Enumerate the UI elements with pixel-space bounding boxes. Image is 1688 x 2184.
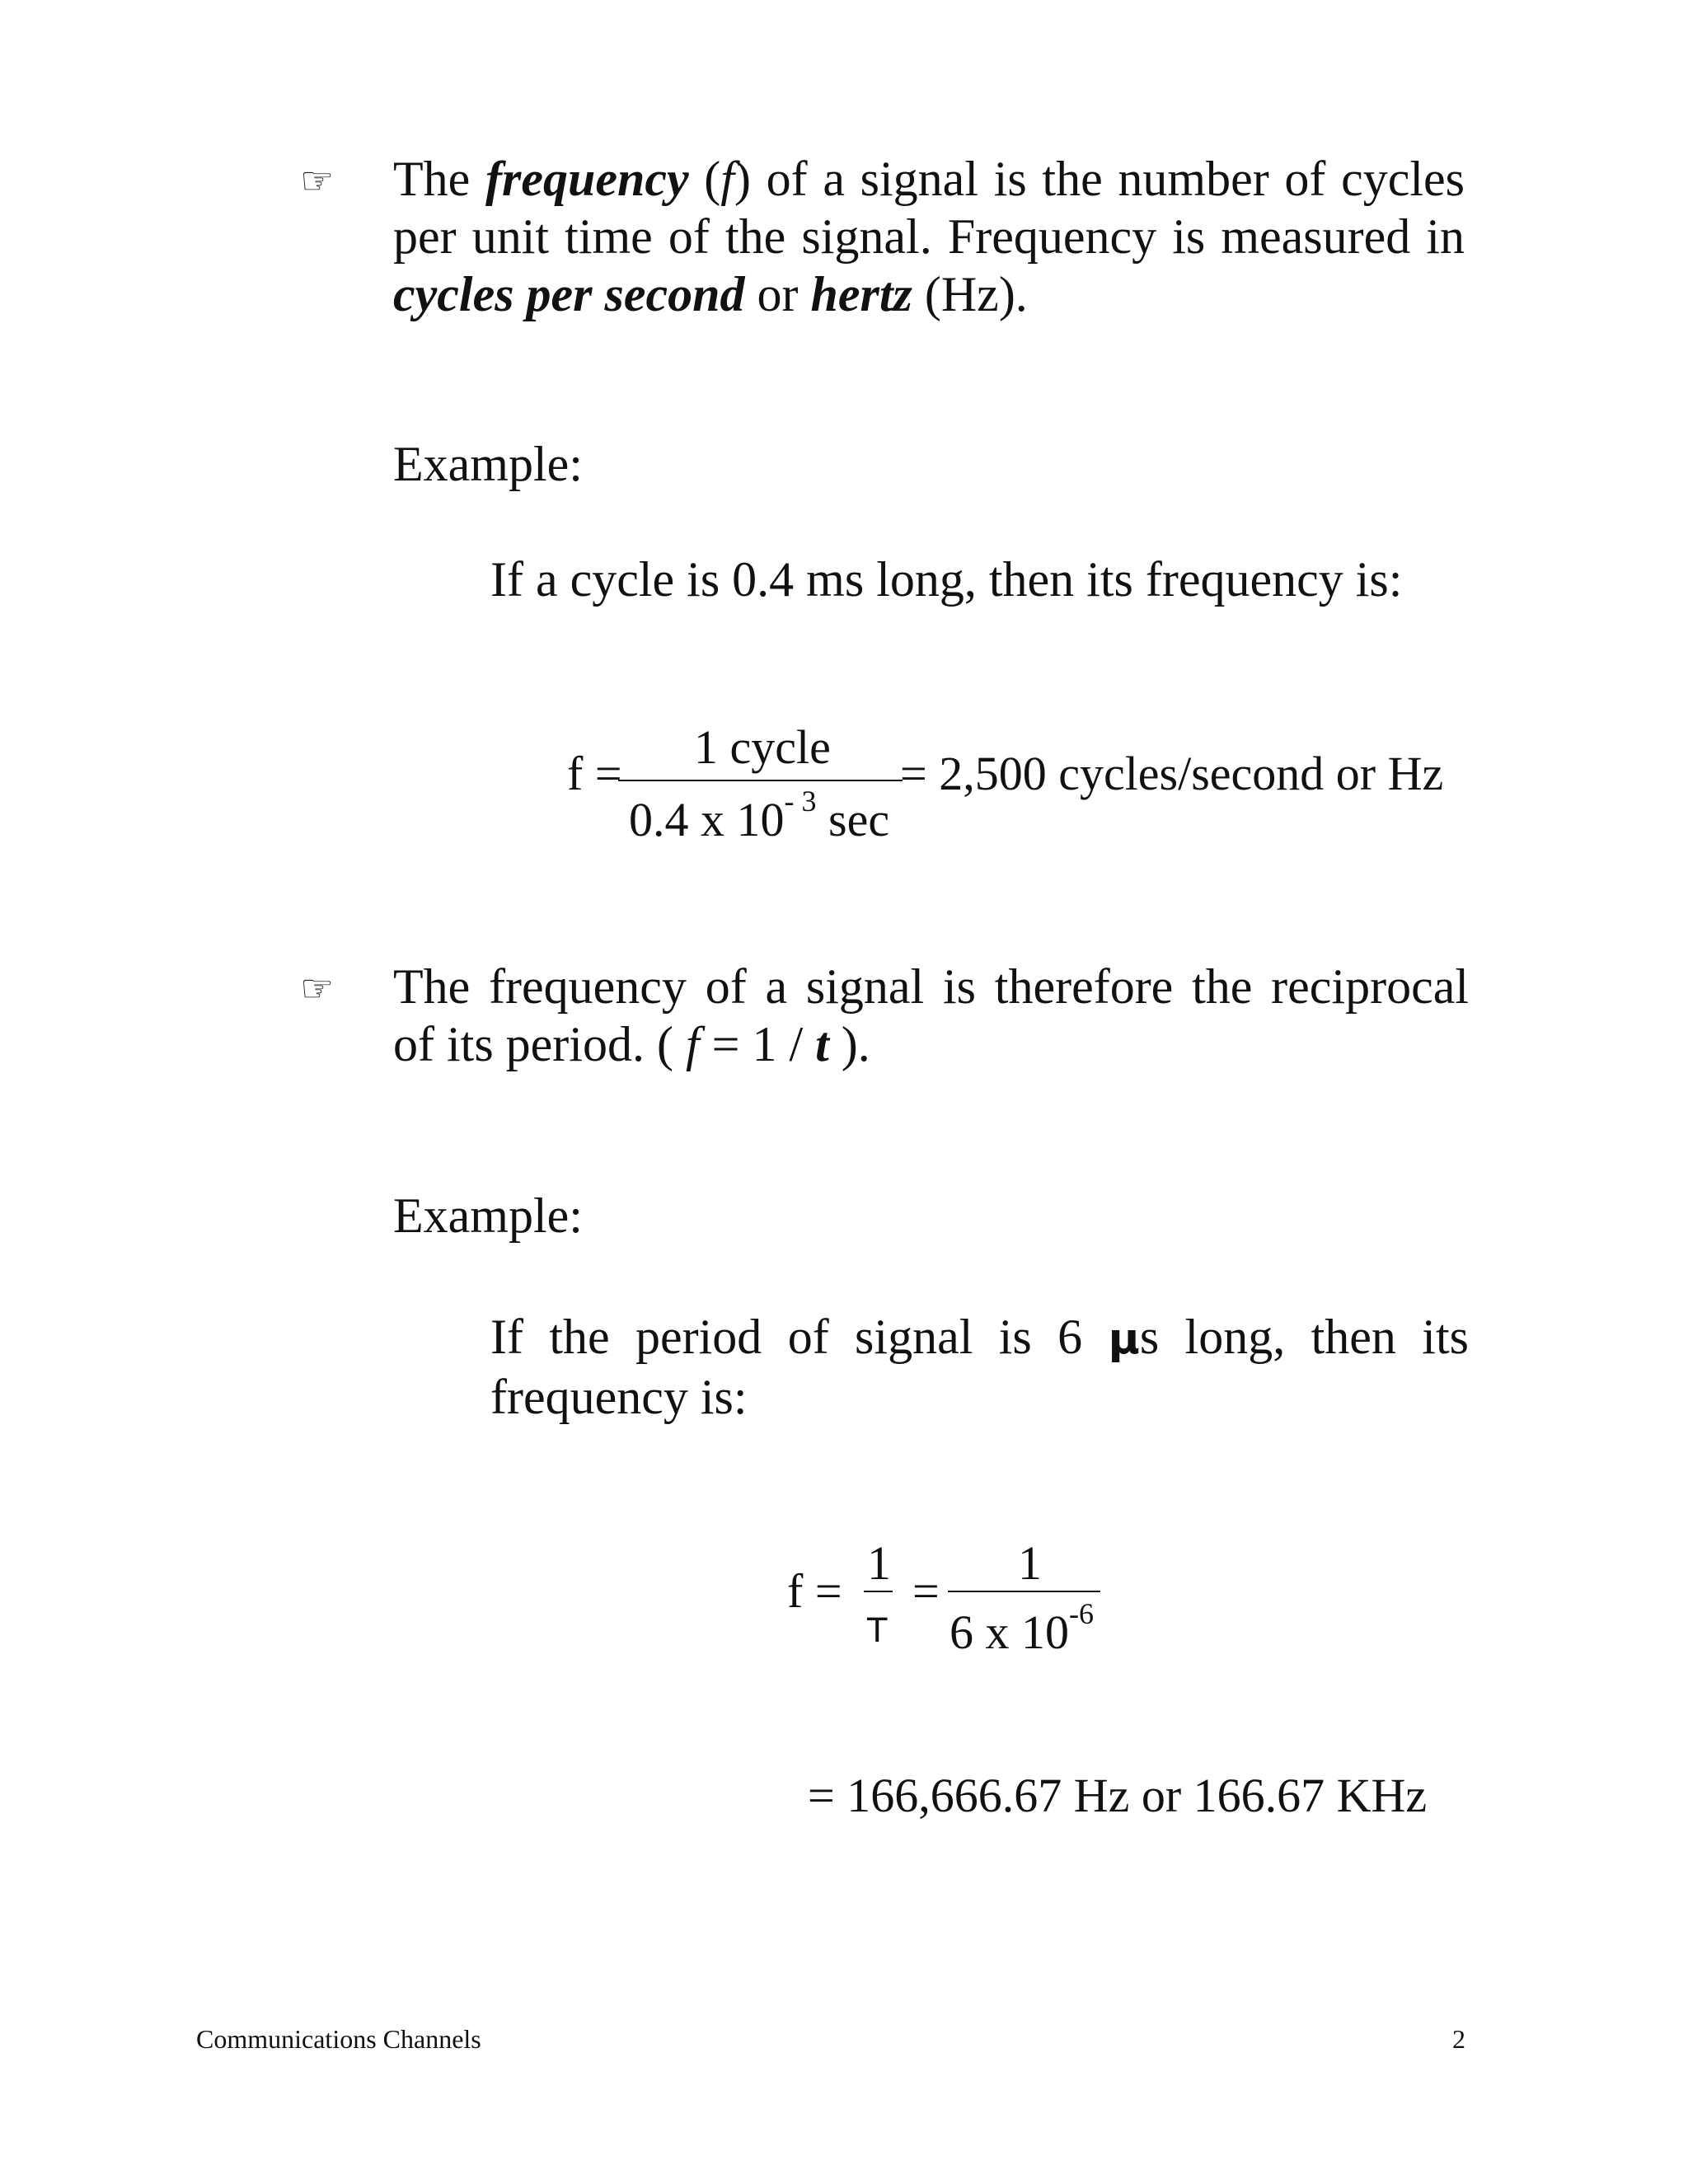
exponent: -6 — [1069, 1597, 1094, 1630]
symbol-t: t — [815, 1017, 829, 1071]
denominator-base: 0.4 x 10 — [629, 793, 785, 846]
example-label: Example: — [393, 1188, 583, 1243]
equation-numerator: 1 cycle — [694, 720, 831, 774]
fraction-bar — [948, 1591, 1100, 1592]
example-label: Example: — [393, 437, 583, 491]
equation-result: = 2,500 cycles/second or Hz — [900, 747, 1444, 800]
example-text: If a cycle is 0.4 ms long, then its frequency is: — [490, 552, 1403, 607]
text-segment: (Hz). — [912, 267, 1028, 321]
fraction-bar — [618, 780, 903, 781]
fraction2-denominator — [950, 1597, 1094, 1659]
symbol-f: f — [720, 152, 734, 206]
text-segment: s long, then its frequency is: — [490, 1310, 1469, 1424]
equation-denominator — [629, 785, 890, 846]
equals-sign: = — [912, 1564, 940, 1618]
example-text — [490, 1308, 1469, 1426]
text-segment: ( — [688, 152, 721, 206]
term-hertz: hertz — [810, 267, 912, 321]
pointing-hand-icon: ☞ — [300, 158, 335, 203]
text-segment: ) of a signal is the number of cycles per unit time of the signal. Frequency is measured in — [393, 152, 1465, 264]
text-segment: = 1 / — [699, 1017, 816, 1071]
equation-result: = 166,666.67 Hz or 166.67 KHz — [808, 1769, 1428, 1822]
term-cycles-per-second: cycles per second — [393, 267, 745, 321]
fraction1-numerator: 1 — [867, 1536, 891, 1590]
fraction1-denominator: T — [867, 1612, 888, 1650]
footer-title: Communications Channels — [196, 2024, 481, 2054]
term-frequency: frequency — [485, 152, 689, 206]
frequency-definition-paragraph — [393, 150, 1465, 323]
denominator-unit: sec — [816, 793, 890, 846]
page-number: 2 — [1452, 2024, 1465, 2054]
symbol-f: f — [685, 1017, 700, 1071]
text-segment: If the period of signal is 6 — [490, 1310, 1109, 1364]
text-segment: The — [393, 152, 485, 206]
text-segment: ). — [828, 1017, 870, 1071]
equation-lhs: f = — [567, 747, 622, 800]
exponent: - 3 — [784, 785, 817, 818]
denominator-base: 6 x 10 — [950, 1605, 1069, 1659]
text-segment: The frequency of a signal is therefore the reciprocal of its period. ( — [393, 959, 1469, 1071]
equation-lhs: f = — [787, 1564, 842, 1618]
text-segment: or — [744, 267, 811, 321]
fraction-bar — [864, 1591, 893, 1592]
mu-symbol: µ — [1108, 1315, 1140, 1364]
reciprocal-paragraph — [393, 958, 1469, 1073]
pointing-hand-icon: ☞ — [300, 966, 335, 1010]
fraction2-numerator: 1 — [1018, 1536, 1042, 1590]
